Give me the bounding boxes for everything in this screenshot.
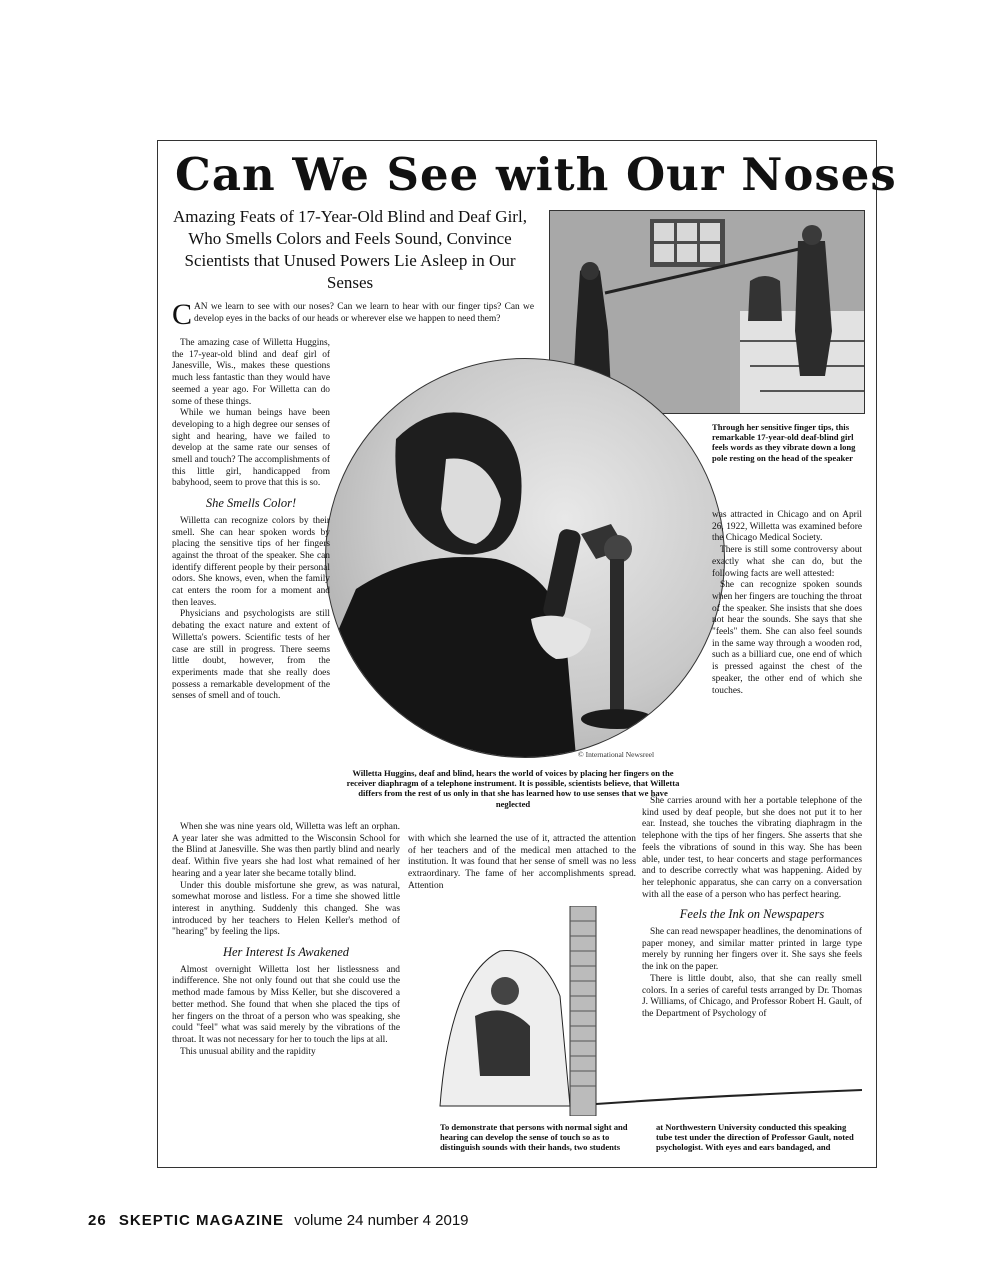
right-paragraph-4: She carries around with her a portable telephone of the kind used by deaf people, but she does not put it to her ear. Instead, she touches the vibrating diaphragm in the telephone with the tips of her fingers. She asserts that she feels the vibrations of sound in this way. She has been able, under test, to hear concerts and stage performances and to describe correctly what was happening. Aided by her telephonic apparatus, she can carry on a conversation with all the ease of a person who has perfect hearing. xyxy=(642,796,862,900)
ink-paragraph-2: There is little doubt, also, that she can really smell colors. In a series of careful tests arranged by Dr. Thomas J. Williams, of Chicago, and Professor Robert H. Gault, of the Department of Psychology of xyxy=(642,973,862,1019)
caption-pole: Through her sensitive finger tips, this remarkable 17-year-old deaf-blind girl feels words as they vibrate down a long pole resting on the head of the speaker xyxy=(712,422,856,463)
right-column xyxy=(712,510,862,697)
intro-paragraph-2: The amazing case of Willetta Huggins, the 17-year-old blind and deaf girl of Janesville, Wis., makes these questions much less fantastic than they would have seemed a year ago. For Willetta can do some of these things. xyxy=(172,338,330,407)
intro-block xyxy=(172,298,534,331)
section-heading-feels-ink: Feels the Ink on Newspapers xyxy=(679,907,825,922)
smell-paragraph-1: Willetta can recognize colors by their smell. She can hear spoken words by placing the sensitive tips of her fingers against the throat of the speaker. She can identify different people by their personal odors. She knows, even, when the family cat enters the room for a moment and then leaves. xyxy=(172,515,330,608)
smell-paragraph-2: Physicians and psychologists are still debating the exact nature and extent of Willetta's powers. Scientific tests of her case are still in progress. There seems little doubt, however, from the experiments made that she really does possess a remarkable development of the senses of smell and of touch. xyxy=(172,609,330,702)
intro-paragraph-3: While we human beings have been developing to a high degree our senses of sight and hearing, have we failed to develop at the same rate our senses of smell and touch? The accomplishments of this little girl, handicapped from babyhood, seem to prove that this is so. xyxy=(172,408,330,489)
section-heading-interest-awakened: Her Interest Is Awakened xyxy=(222,945,349,960)
speaking-tube-illustration xyxy=(410,906,862,1116)
telephone-photo xyxy=(325,358,725,758)
telephone-photo-illustration xyxy=(326,359,724,757)
issue-info: volume 24 number 4 2019 xyxy=(294,1212,469,1229)
awakened-paragraph-2: This unusual ability and the rapidity xyxy=(180,1046,316,1057)
section-heading-smells-color: She Smells Color! xyxy=(205,496,297,511)
caption-bottom-left: To demonstrate that persons with normal sight and hearing can develop the sense of touch so as to distinguish sounds with their hands, two students xyxy=(440,1122,628,1153)
caption-telephone: Willetta Huggins, deaf and blind, hears the world of voices by placing her fingers on the receiver diaphragm of a telephone instrument. It is possible, scientists believe, that Willetta differs from the rest of us only in that she has learned how to use senses that we have neglected xyxy=(346,768,680,809)
article-subtitle: Amazing Feats of 17-Year-Old Blind and Deaf Girl, Who Smells Colors and Feels Sound, Convince Scientists that Unused Powers Lie Asleep in Our Senses xyxy=(173,207,527,292)
right-paragraph-2: There is still some controversy about exactly what she can do, but the following facts are well attested: xyxy=(712,545,862,579)
right-paragraph-3: She can recognize spoken sounds when her fingers are touching the throat of the speaker. She insists that she does not hear the sounds. She says that she "feels" them. She can also feel sounds in the same way through a wooden rod, such as a billiard cue, one end of which is pressed against the chest of the speaker, the other end of which she touches. xyxy=(712,580,862,696)
article-title: Can We See with Our Noses xyxy=(175,148,897,201)
ink-paragraph-1: She can read newspaper headlines, the denominations of paper money, and similar matter printed in large type merely by running her fingers over it. She says she feels the ink on the paper. xyxy=(642,927,862,973)
middle-column xyxy=(408,834,636,893)
page-footer xyxy=(88,1212,469,1229)
speaking-tube-drawing xyxy=(410,906,862,1116)
caption-bottom-right: at Northwestern University conducted this speaking tube test under the direction of Professor Gault, noted psychologist. With eyes and ears bandaged, and xyxy=(656,1122,854,1153)
right-paragraph-1: was attracted in Chicago and on April 26, 1922, Willetta was examined before the Chicago Medical Society. xyxy=(712,510,862,544)
lower-left-column xyxy=(172,822,400,1058)
awakened-paragraph-1: Almost overnight Willetta lost her listlessness and indifference. She not only found out that she could use the method made famous by Miss Keller, but she discovered a better method. She found that when she placed the tips of her fingers on the throat of a person who was speaking, she could "feel" what was said merely by the vibrations of the throat. It was not necessary for her to touch the lips at all. xyxy=(172,964,400,1045)
photo-credit: © International Newsreel xyxy=(578,750,655,759)
magazine-name: SKEPTIC MAGAZINE xyxy=(118,1212,285,1229)
smell-paragraph-3: When she was nine years old, Willetta was left an orphan. A year later she was admitted to the Wisconsin School for the Blind at Janesville. She was then partly blind and nearly deaf. Within five years she had lost what remained of her hearing and a year later she became totally blind. xyxy=(172,822,400,879)
page-number: 26 xyxy=(88,1212,107,1229)
left-column xyxy=(172,338,330,703)
middle-paragraph: with which she learned the use of it, attracted the attention of her teachers and of the medical men attached to the institution. It was found that her sense of smell was no less extraordinary. The fame of her accomplishments spread. Attention xyxy=(408,834,636,891)
smell-paragraph-4: Under this double misfortune she grew, as was natural, somewhat morose and listless. For a time she showed little interest in anything. Suddenly this changed. She was introduced by her teachers to Helen Keller's method of "hearing" by feeling the lips. xyxy=(172,880,400,938)
intro-paragraph-1: CAN we learn to see with our noses? Can we learn to hear with our finger tips? Can we develop eyes in the backs of our heads or wherever else we happen to need them? xyxy=(172,298,534,331)
